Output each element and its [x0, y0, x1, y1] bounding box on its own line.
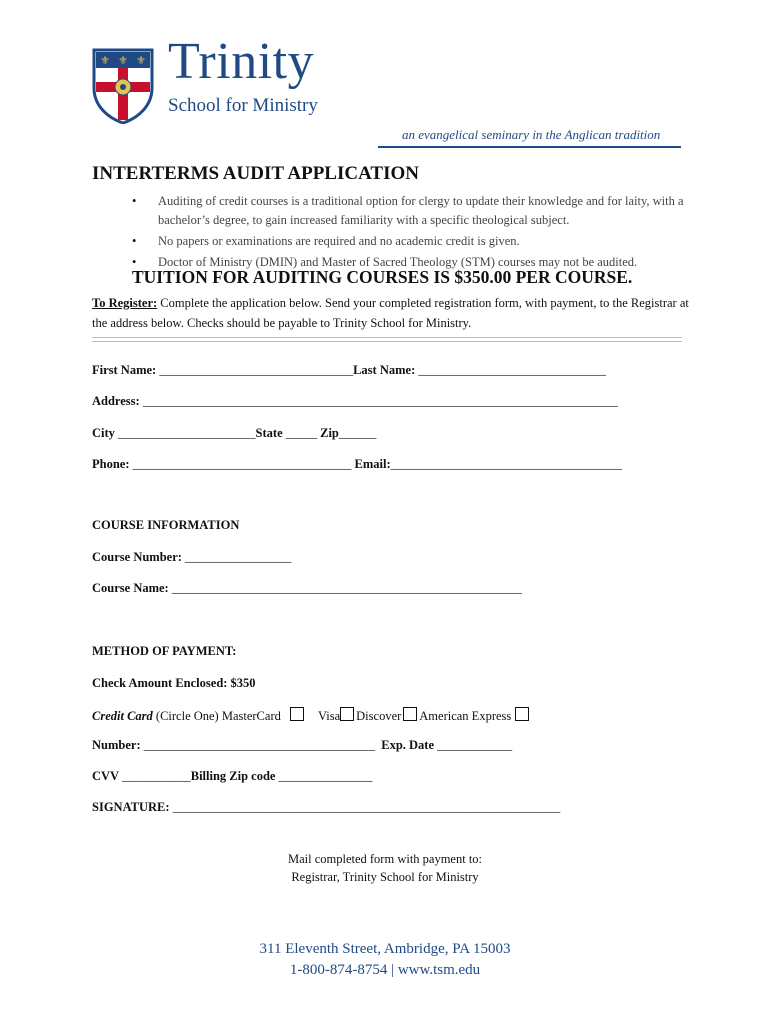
email-label: Email:: [354, 457, 391, 471]
card-number-row: [92, 739, 512, 752]
address-field[interactable]: ____________________________________________________________________________: [142, 394, 618, 408]
first-name-field[interactable]: _______________________________: [159, 363, 354, 377]
zip-field[interactable]: ______: [338, 426, 377, 440]
mail-line-1: Mail completed form with payment to:: [287, 852, 483, 866]
signature-field[interactable]: ______________________________________________________________: [172, 800, 561, 814]
course-name-field[interactable]: ________________________________________________________: [171, 581, 522, 595]
city-label: City: [92, 426, 119, 440]
cvv-label: CVV: [92, 769, 122, 783]
exp-date-label: Exp. Date: [381, 738, 438, 752]
state-label: State: [255, 426, 286, 440]
amex-label: American Express: [419, 709, 512, 723]
city-field[interactable]: ______________________: [118, 426, 256, 440]
address-row: [92, 395, 618, 408]
last-name-label: Last Name:: [353, 363, 419, 377]
check-amount-label: Check Amount Enclosed: $350: [92, 676, 256, 690]
discover-label: Discover: [356, 709, 402, 723]
mail-instructions: [0, 850, 770, 886]
signature-label: SIGNATURE:: [92, 800, 173, 814]
bullet-item: • Doctor of Ministry (DMIN) and Master of Sacred Theology (STM) courses may not be audited.: [132, 253, 692, 272]
course-number-field[interactable]: _________________: [185, 550, 292, 564]
signature-row: [92, 801, 560, 814]
first-name-label: First Name:: [92, 363, 160, 377]
city-row: [92, 427, 376, 440]
footer-address: 311 Eleventh Street, Ambridge, PA 15003: [259, 941, 511, 957]
header-rule: [378, 146, 681, 148]
phone-row: [92, 458, 622, 471]
name-row: [92, 364, 606, 377]
bullet-item: • Auditing of credit courses is a traditional option for clergy to update their knowledge and for laity, with a bachelor’s degree, to gain increased familiarity with a specific theological subject.: [132, 194, 684, 227]
tuition-notice: TUITION FOR AUDITING COURSES IS $350.00 PER COURSE.: [132, 267, 633, 287]
card-number-field[interactable]: _____________________________________: [143, 738, 375, 752]
footer-contact[interactable]: 1-800-874-8754 | www.tsm.edu: [289, 962, 481, 978]
footer: [0, 939, 770, 981]
svg-text:⚜: ⚜: [136, 55, 146, 67]
email-field[interactable]: _____________________________________: [390, 457, 622, 471]
state-field[interactable]: _____: [285, 426, 317, 440]
divider-top: [92, 337, 682, 338]
credit-card-row: [92, 707, 531, 723]
check-amount-row: [92, 677, 256, 690]
course-name-label: Course Name:: [92, 581, 172, 595]
card-number-label: Number:: [92, 738, 144, 752]
phone-field[interactable]: ___________________________________: [132, 457, 352, 471]
course-number-row: [92, 551, 291, 564]
svg-text:⚜: ⚜: [100, 55, 110, 67]
billing-zip-label: Billing Zip code: [190, 769, 279, 783]
divider-bottom: [92, 341, 682, 342]
billing-zip-field[interactable]: _______________: [278, 769, 373, 783]
logo-subtitle: School for Ministry: [168, 95, 318, 116]
tagline: an evangelical seminary in the Anglican tradition: [402, 127, 661, 142]
bullet-icon: •: [132, 255, 137, 269]
cvv-row: [92, 770, 372, 783]
circle-one-text: (Circle One) MasterCard: [152, 709, 284, 723]
mastercard-checkbox[interactable]: [290, 707, 304, 721]
cvv-field[interactable]: ___________: [121, 769, 191, 783]
svg-text:⚜: ⚜: [118, 55, 128, 67]
bullet-item: • No papers or examinations are required and no academic credit is given.: [132, 232, 692, 251]
zip-label: Zip: [317, 426, 339, 440]
phone-label: Phone:: [92, 457, 133, 471]
last-name-field[interactable]: ______________________________: [418, 363, 606, 377]
visa-checkbox[interactable]: [340, 707, 354, 721]
register-text: Complete the application below. Send your completed registration form, with payment, to the Registrar at the address below. Checks should be payable to Trinity School for Ministry.: [92, 296, 689, 330]
address-label: Address:: [92, 394, 143, 408]
bullet-icon: •: [132, 194, 137, 208]
register-instructions: [92, 293, 692, 333]
discover-checkbox[interactable]: [403, 707, 417, 721]
course-name-row: [92, 582, 522, 595]
document-title: INTERTERMS AUDIT APPLICATION: [92, 163, 419, 184]
exp-date-field[interactable]: ____________: [437, 738, 513, 752]
credit-card-label: Credit Card: [92, 709, 153, 723]
course-number-label: Course Number:: [92, 550, 186, 564]
mail-line-2: Registrar, Trinity School for Ministry: [291, 870, 479, 884]
register-label: To Register:: [92, 296, 158, 310]
logo-wordmark: Trinity: [168, 33, 315, 90]
info-bullets: [132, 192, 692, 274]
trinity-shield-logo: [92, 48, 154, 124]
bullet-icon: •: [132, 234, 137, 248]
payment-heading: METHOD OF PAYMENT:: [92, 644, 237, 658]
amex-checkbox[interactable]: [515, 707, 529, 721]
visa-label: Visa: [317, 709, 341, 723]
course-info-heading: COURSE INFORMATION: [92, 518, 240, 532]
